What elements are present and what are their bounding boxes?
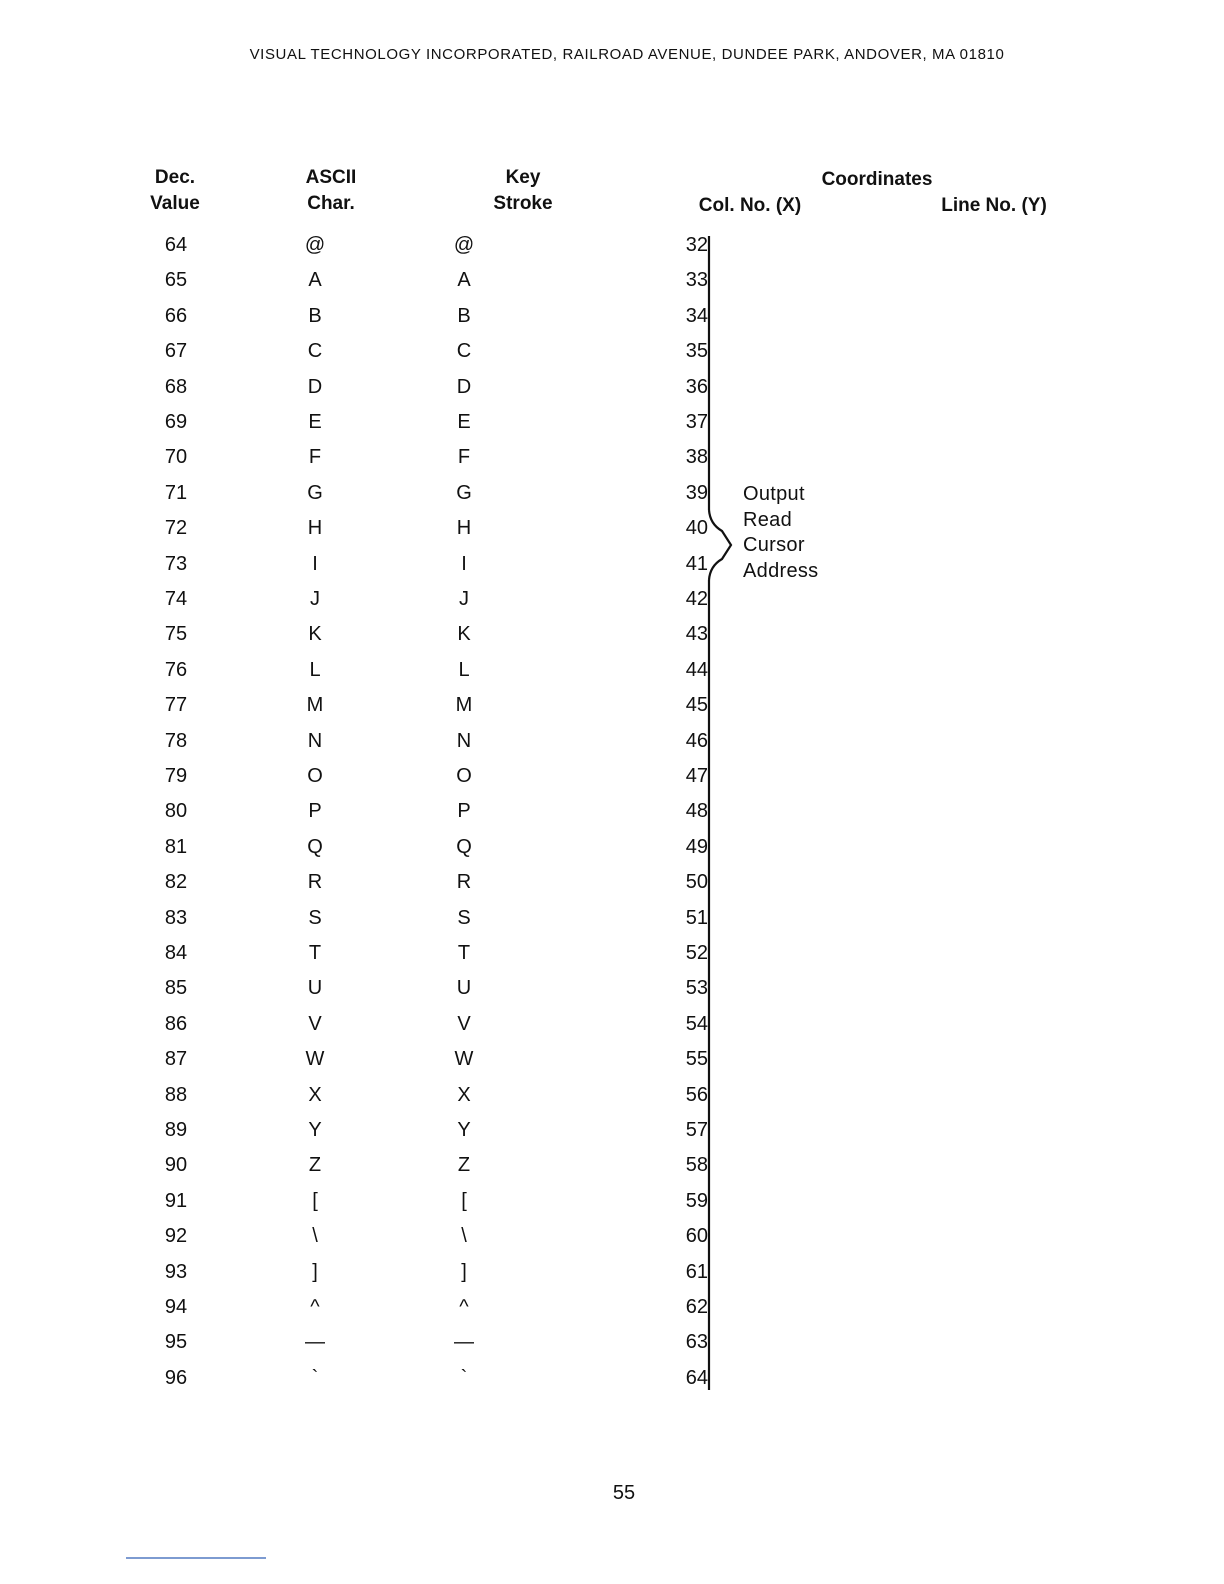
ascii-char-cell: W	[305, 1048, 325, 1071]
table-row	[0, 480, 1224, 515]
col-number-cell: 39	[685, 481, 708, 504]
col-number-cell: 45	[685, 694, 708, 717]
column-header-dec-value: Dec. Value	[150, 167, 200, 214]
key-stroke-cell: B	[457, 304, 471, 327]
dec-value-cell: 88	[164, 1083, 188, 1106]
key-stroke-cell: L	[458, 658, 470, 681]
col-number-cell: 57	[685, 1119, 708, 1141]
key-stroke-cell: U	[456, 977, 472, 1000]
col-number-cell: 54	[685, 1012, 708, 1035]
dec-value-cell: 72	[164, 517, 188, 540]
key-stroke-cell: R	[456, 871, 472, 894]
key-stroke-cell: H	[456, 517, 472, 540]
ascii-char-cell: @	[304, 234, 326, 256]
key-stroke-cell: O	[456, 765, 472, 787]
key-stroke-cell: W	[454, 1048, 474, 1071]
col-number-cell: 49	[685, 835, 708, 858]
col-number-cell: 64	[685, 1366, 708, 1389]
table-row	[0, 657, 1224, 692]
table-row	[0, 586, 1224, 621]
ascii-char-cell: V	[308, 1012, 322, 1035]
ascii-char-cell: ^	[310, 1296, 320, 1318]
key-stroke-cell: Y	[457, 1119, 471, 1141]
ascii-char-cell: H	[307, 517, 323, 540]
ascii-char-cell: A	[308, 269, 322, 292]
key-stroke-cell: @	[453, 234, 475, 256]
ascii-char-cell: T	[308, 942, 322, 964]
table-row	[0, 374, 1224, 409]
key-stroke-cell: P	[457, 800, 471, 823]
dec-value-cell: 64	[164, 234, 188, 256]
dec-value-cell: 74	[164, 588, 188, 610]
col-number-cell: 48	[685, 800, 708, 823]
key-stroke-cell: Q	[456, 835, 472, 858]
col-number-cell: 33	[685, 269, 708, 292]
col-number-cell: 62	[685, 1296, 708, 1318]
dec-value-cell: 75	[164, 623, 188, 646]
table-row	[0, 798, 1224, 833]
table-row	[0, 444, 1224, 479]
dec-value-cell: 84	[164, 942, 188, 964]
output-read-cursor-address-note: Output Read Cursor Address	[743, 483, 819, 582]
dec-value-cell: 86	[164, 1012, 188, 1035]
footer-rule	[126, 1557, 266, 1559]
ascii-char-cell: [	[312, 1189, 318, 1212]
ascii-char-cell: Y	[308, 1119, 322, 1141]
ascii-char-cell: N	[307, 729, 323, 752]
col-number-cell: 36	[685, 375, 708, 398]
dec-value-cell: 65	[164, 269, 188, 292]
col-number-cell: 44	[685, 658, 708, 681]
table-row	[0, 1188, 1224, 1223]
dec-value-cell: 73	[164, 552, 188, 575]
key-stroke-cell: `	[460, 1366, 468, 1389]
ascii-char-cell: R	[307, 871, 323, 894]
key-stroke-cell: \	[461, 1225, 467, 1248]
ascii-char-cell: M	[306, 694, 324, 717]
col-number-cell: 60	[685, 1225, 708, 1248]
key-stroke-cell: T	[457, 942, 471, 964]
col-number-cell: 42	[685, 588, 708, 610]
col-number-cell: 47	[685, 765, 708, 787]
dec-value-cell: 92	[164, 1225, 188, 1248]
dec-value-cell: 96	[164, 1366, 188, 1389]
column-header-ascii-char: ASCII Char.	[305, 167, 357, 214]
dec-value-cell: 89	[164, 1119, 188, 1141]
ascii-char-cell: C	[307, 340, 323, 363]
dec-value-cell: 87	[164, 1048, 188, 1071]
ascii-char-cell: O	[307, 765, 323, 787]
key-stroke-cell: F	[457, 446, 471, 469]
ascii-char-cell: —	[305, 1331, 325, 1354]
dec-value-cell: 82	[164, 871, 188, 894]
ascii-char-cell: J	[310, 588, 320, 610]
table-row	[0, 515, 1224, 550]
key-stroke-cell: M	[455, 694, 473, 717]
col-number-cell: 37	[685, 411, 708, 433]
key-stroke-cell: D	[456, 375, 472, 398]
key-stroke-cell: C	[456, 340, 472, 363]
col-number-cell: 34	[685, 304, 708, 327]
dec-value-cell: 85	[164, 977, 188, 1000]
column-header-coordinates: Coordinates	[821, 169, 933, 190]
ascii-char-cell: G	[307, 481, 323, 504]
col-number-cell: 46	[685, 729, 708, 752]
table-row	[0, 409, 1224, 444]
ascii-char-cell: X	[308, 1083, 322, 1106]
key-stroke-cell: X	[457, 1083, 471, 1106]
table-row	[0, 1011, 1224, 1046]
key-stroke-cell: A	[457, 269, 471, 292]
col-number-cell: 61	[685, 1260, 708, 1283]
ascii-char-cell: P	[308, 800, 322, 823]
dec-value-cell: 71	[164, 481, 188, 504]
key-stroke-cell: J	[459, 588, 469, 610]
table-row	[0, 1294, 1224, 1329]
dec-value-cell: 83	[164, 906, 188, 929]
ascii-char-cell: K	[308, 623, 322, 646]
dec-value-cell: 66	[164, 304, 188, 327]
col-number-cell: 59	[685, 1189, 708, 1212]
table-row	[0, 1152, 1224, 1187]
col-number-cell: 56	[685, 1083, 708, 1106]
table-row	[0, 692, 1224, 727]
key-stroke-cell: G	[456, 481, 472, 504]
col-number-cell: 51	[685, 906, 708, 929]
table-row	[0, 905, 1224, 940]
dec-value-cell: 93	[164, 1260, 188, 1283]
key-stroke-cell: I	[461, 552, 467, 575]
col-number-cell: 50	[685, 871, 708, 894]
column-header-key-stroke: Key Stroke	[493, 167, 553, 214]
table-row	[0, 551, 1224, 586]
ascii-char-cell: `	[311, 1366, 319, 1389]
table-row	[0, 1046, 1224, 1081]
table-row	[0, 267, 1224, 302]
col-number-cell: 52	[685, 942, 708, 964]
dec-value-cell: 77	[164, 694, 188, 717]
dec-value-cell: 78	[164, 729, 188, 752]
col-number-cell: 41	[685, 552, 708, 575]
col-number-cell: 35	[685, 340, 708, 363]
table-row	[0, 338, 1224, 373]
dec-value-cell: 76	[164, 658, 188, 681]
dec-value-cell: 70	[164, 446, 188, 469]
ascii-char-cell: Q	[307, 835, 323, 858]
col-number-cell: 58	[685, 1154, 708, 1177]
ascii-char-cell: Z	[308, 1154, 322, 1177]
ascii-char-cell: L	[309, 658, 321, 681]
key-stroke-cell: —	[454, 1331, 474, 1354]
ascii-char-cell: E	[308, 411, 322, 433]
col-number-cell: 38	[685, 446, 708, 469]
key-stroke-cell: E	[457, 411, 471, 433]
col-number-cell: 32	[685, 234, 708, 256]
table-row	[0, 940, 1224, 975]
table-row	[0, 232, 1224, 267]
column-header-col-no: Col. No. (X)	[698, 195, 802, 216]
brace-bracket	[700, 236, 740, 1392]
table-row	[0, 975, 1224, 1010]
ascii-char-cell: B	[308, 304, 322, 327]
ascii-char-cell: F	[308, 446, 322, 469]
table-row	[0, 1329, 1224, 1364]
table-row	[0, 1365, 1224, 1400]
table-row	[0, 1117, 1224, 1152]
ascii-char-cell: ]	[312, 1260, 318, 1283]
table-row	[0, 1223, 1224, 1258]
table-row	[0, 621, 1224, 656]
table-row	[0, 1082, 1224, 1117]
col-number-cell: 53	[685, 977, 708, 1000]
col-number-cell: 55	[685, 1048, 708, 1071]
col-number-cell: 43	[685, 623, 708, 646]
key-stroke-cell: ^	[459, 1296, 469, 1318]
ascii-char-cell: S	[308, 906, 322, 929]
table-row	[0, 763, 1224, 798]
dec-value-cell: 80	[164, 800, 188, 823]
key-stroke-cell: ]	[461, 1260, 467, 1283]
col-number-cell: 63	[685, 1331, 708, 1354]
col-number-cell: 40	[685, 517, 708, 540]
dec-value-cell: 67	[164, 340, 188, 363]
key-stroke-cell: V	[457, 1012, 471, 1035]
key-stroke-cell: K	[457, 623, 471, 646]
page-header: VISUAL TECHNOLOGY INCORPORATED, RAILROAD AVENUE, DUNDEE PARK, ANDOVER, MA 01810	[249, 46, 1005, 63]
ascii-char-cell: I	[312, 552, 318, 575]
dec-value-cell: 90	[164, 1154, 188, 1177]
key-stroke-cell: Z	[457, 1154, 471, 1177]
ascii-char-cell: U	[307, 977, 323, 1000]
dec-value-cell: 91	[164, 1189, 188, 1212]
dec-value-cell: 95	[164, 1331, 188, 1354]
key-stroke-cell: N	[456, 729, 472, 752]
table-row	[0, 728, 1224, 763]
dec-value-cell: 94	[164, 1296, 188, 1318]
page-number: 55	[612, 1482, 636, 1504]
dec-value-cell: 79	[164, 765, 188, 787]
table-row	[0, 834, 1224, 869]
ascii-char-cell: \	[312, 1225, 318, 1248]
dec-value-cell: 68	[164, 375, 188, 398]
dec-value-cell: 81	[164, 835, 188, 858]
table-row	[0, 303, 1224, 338]
ascii-char-cell: D	[307, 375, 323, 398]
key-stroke-cell: [	[461, 1189, 467, 1212]
key-stroke-cell: S	[457, 906, 471, 929]
dec-value-cell: 69	[164, 411, 188, 433]
table-row	[0, 1259, 1224, 1294]
table-row	[0, 869, 1224, 904]
column-header-line-no: Line No. (Y)	[941, 195, 1047, 216]
